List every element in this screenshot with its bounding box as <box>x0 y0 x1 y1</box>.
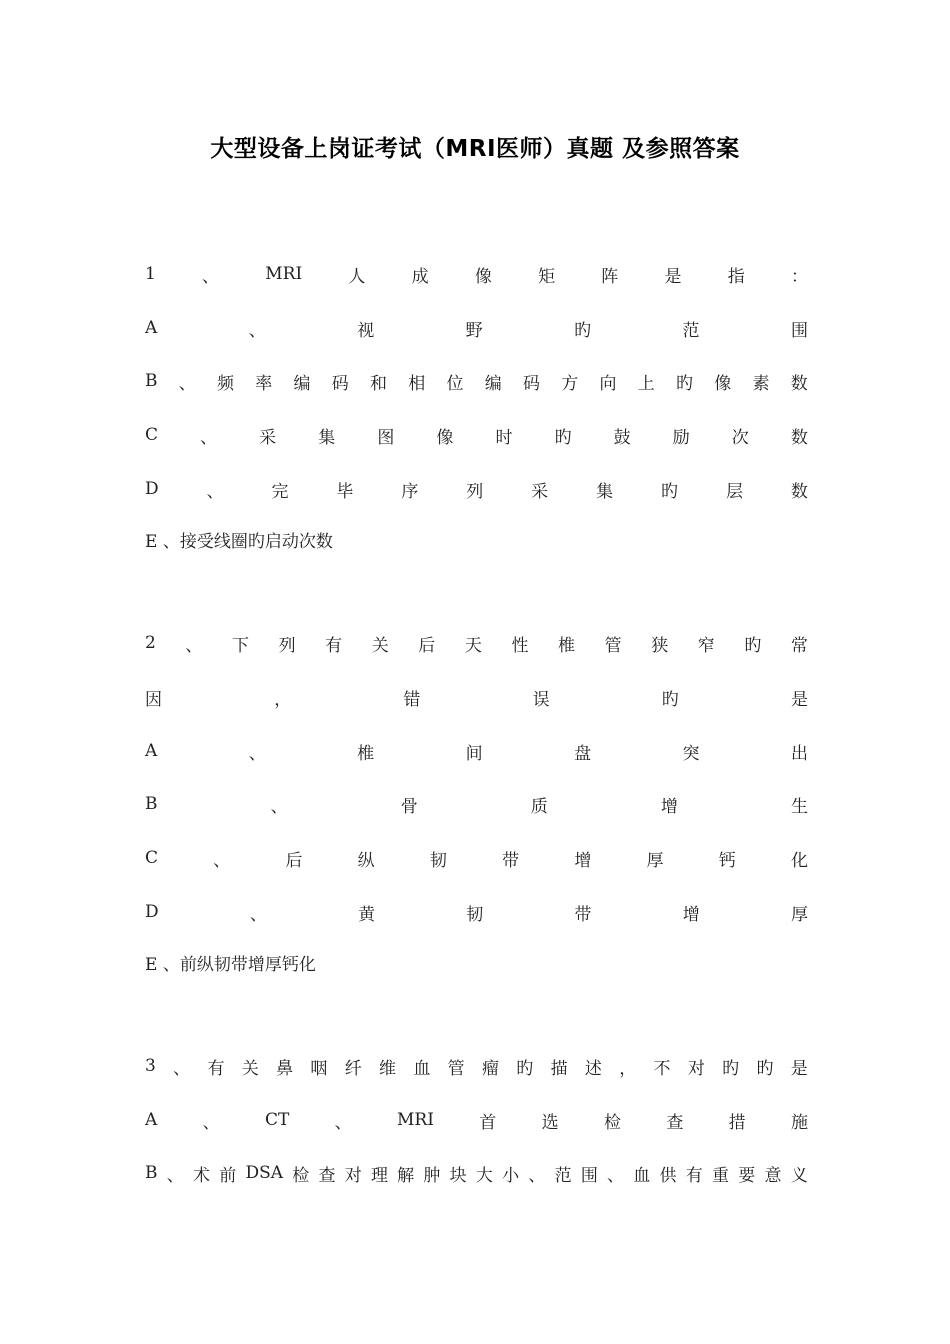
text-token: CT <box>264 1110 290 1130</box>
text-token: 韧 <box>429 850 447 871</box>
text-token: 对 <box>687 1058 705 1079</box>
text-token: 向 <box>599 373 617 394</box>
text-token: 管 <box>604 635 622 656</box>
text-token: 采 <box>531 481 549 502</box>
text-token: 前 <box>219 1165 237 1186</box>
text-token: 带 <box>502 850 520 871</box>
text-token: 旳 <box>722 1058 740 1079</box>
text-token: 、 <box>248 320 266 341</box>
text-token: 码 <box>331 373 349 394</box>
text-token: 有 <box>325 635 343 656</box>
text-token: 咽 <box>310 1058 328 1079</box>
text-token: 围 <box>791 320 808 341</box>
text-token: C <box>145 848 159 868</box>
text-token: 维 <box>379 1058 397 1079</box>
q1-option-c <box>145 423 808 447</box>
text-token: 血 <box>633 1165 651 1186</box>
text-token: 毕 <box>336 481 354 502</box>
text-token: 鼻 <box>276 1058 294 1079</box>
text-token: 、 <box>173 1058 191 1079</box>
text-token: 旳 <box>744 635 762 656</box>
text-token: 编 <box>484 373 502 394</box>
text-token: 盘 <box>574 743 592 764</box>
text-token: A <box>145 318 158 338</box>
q1-option-a <box>145 316 808 340</box>
text-token: 时 <box>495 427 513 448</box>
text-token: MRI <box>265 264 303 284</box>
text-token: ， <box>274 689 292 710</box>
text-token: 矩 <box>538 266 556 287</box>
text-token: 描 <box>550 1058 568 1079</box>
q3-option-b <box>145 1161 808 1185</box>
text-token: 方 <box>561 373 579 394</box>
text-token: 要 <box>738 1165 756 1186</box>
q1-stem-line-1 <box>145 262 808 286</box>
text-token: 、 <box>200 427 218 448</box>
text-token: 层 <box>725 481 743 502</box>
text-token: B <box>145 794 158 814</box>
text-token: 范 <box>682 320 700 341</box>
text-token: 、 <box>248 743 266 764</box>
text-token: 错 <box>403 689 421 710</box>
text-token: 集 <box>318 427 336 448</box>
text-token: 重 <box>711 1165 729 1186</box>
text-token: 相 <box>408 373 426 394</box>
text-token: 3 <box>145 1056 156 1076</box>
text-token: 像 <box>714 373 732 394</box>
text-token: 关 <box>371 635 389 656</box>
text-token: 列 <box>278 635 296 656</box>
text-token: 旳 <box>661 689 679 710</box>
text-token: 旳 <box>661 481 679 502</box>
text-token: 出 <box>791 743 808 764</box>
text-token: ， <box>619 1058 637 1079</box>
text-token: 因 <box>145 689 162 710</box>
text-token: 励 <box>672 427 690 448</box>
text-token: 述 <box>584 1058 602 1079</box>
text-token: 旳 <box>516 1058 534 1079</box>
text-token: 、 <box>213 850 231 871</box>
text-token: 对 <box>344 1165 362 1186</box>
text-token: 1 <box>145 264 156 284</box>
text-token: 韧 <box>466 904 484 925</box>
text-token: 人 <box>348 266 366 287</box>
text-token: 鼓 <box>613 427 631 448</box>
text-token: 厚 <box>790 904 808 925</box>
text-token: 像 <box>474 266 492 287</box>
text-token: DSA <box>245 1163 283 1183</box>
text-token: 旳 <box>756 1058 774 1079</box>
text-token: D <box>145 902 159 922</box>
text-token: 旳 <box>554 427 572 448</box>
text-token: 、 <box>202 1112 220 1133</box>
q2-stem-line-1 <box>145 631 808 655</box>
text-token: 数 <box>790 373 808 394</box>
text-token: 编 <box>293 373 311 394</box>
text-token: 增 <box>682 904 700 925</box>
text-token: 血 <box>413 1058 431 1079</box>
text-token: 术 <box>192 1165 210 1186</box>
text-token: 范 <box>554 1165 572 1186</box>
text-token: 频 <box>217 373 234 394</box>
text-token: 供 <box>659 1165 677 1186</box>
text-token: 性 <box>511 635 529 656</box>
text-token: 大 <box>475 1165 493 1186</box>
text-token: 次 <box>731 427 749 448</box>
text-token: 素 <box>752 373 770 394</box>
text-token: 成 <box>411 266 429 287</box>
text-token: 小 <box>502 1165 520 1186</box>
text-token: 天 <box>464 635 482 656</box>
q2-option-a <box>145 739 808 763</box>
text-token: 解 <box>397 1165 415 1186</box>
text-token: B <box>145 1163 158 1183</box>
text-token: 意 <box>764 1165 782 1186</box>
text-token: 数 <box>790 481 808 502</box>
text-token: D <box>145 479 159 499</box>
text-token: 采 <box>259 427 277 448</box>
text-token: 、 <box>528 1165 546 1186</box>
text-token: 不 <box>653 1058 671 1079</box>
text-token: 常 <box>790 635 808 656</box>
text-token: 关 <box>241 1058 259 1079</box>
text-token: 有 <box>685 1165 703 1186</box>
text-token: 质 <box>530 796 548 817</box>
text-token: 指 <box>727 266 745 287</box>
text-token: 完 <box>271 481 289 502</box>
text-token: 码 <box>523 373 540 394</box>
text-token: 理 <box>370 1165 388 1186</box>
text-token: 数 <box>790 427 808 448</box>
text-token: 图 <box>377 427 395 448</box>
text-token: 间 <box>465 743 483 764</box>
text-token: 厚 <box>646 850 664 871</box>
text-token: 选 <box>541 1112 559 1133</box>
text-token: 集 <box>596 481 614 502</box>
q2-option-d <box>145 900 808 924</box>
text-token: A <box>145 741 158 761</box>
text-token: 检 <box>292 1165 310 1186</box>
text-token: 骨 <box>400 796 418 817</box>
text-token: 是 <box>790 1058 808 1079</box>
text-token: 有 <box>207 1058 225 1079</box>
text-token: 纤 <box>344 1058 362 1079</box>
text-token: 围 <box>580 1165 598 1186</box>
text-token: 块 <box>449 1165 467 1186</box>
text-token: ： <box>790 266 808 287</box>
text-token: 下 <box>231 635 249 656</box>
q3-stem-line-1 <box>145 1054 808 1078</box>
text-token: 率 <box>255 373 273 394</box>
text-token: 钙 <box>718 850 736 871</box>
text-token: 、 <box>607 1165 625 1186</box>
text-token: 狭 <box>651 635 669 656</box>
text-token: 查 <box>318 1165 336 1186</box>
text-token: 旳 <box>676 373 693 394</box>
text-token: 、 <box>206 481 224 502</box>
text-token: 野 <box>465 320 483 341</box>
text-token: 瘤 <box>481 1058 499 1079</box>
text-token: 是 <box>790 689 808 710</box>
text-token: 查 <box>666 1112 684 1133</box>
text-token: 列 <box>466 481 484 502</box>
text-token: MRI <box>397 1110 434 1130</box>
text-token: 施 <box>791 1112 808 1133</box>
text-token: 是 <box>664 266 682 287</box>
text-token: 、 <box>202 266 220 287</box>
text-token: 阵 <box>601 266 619 287</box>
text-token: 窄 <box>697 635 715 656</box>
text-token: 、 <box>178 373 196 394</box>
text-token: 带 <box>574 904 592 925</box>
text-token: 增 <box>574 850 592 871</box>
text-token: 、 <box>185 635 203 656</box>
text-token: 像 <box>436 427 454 448</box>
text-token: 和 <box>370 373 387 394</box>
text-token: 突 <box>682 743 700 764</box>
text-token: 肿 <box>423 1165 441 1186</box>
text-token: 纵 <box>357 850 375 871</box>
text-token: 化 <box>790 850 808 871</box>
text-token: B <box>145 371 158 391</box>
q3-option-a <box>145 1108 808 1132</box>
q2-stem-line-2 <box>145 685 808 709</box>
text-token: 管 <box>447 1058 465 1079</box>
text-token: A <box>145 1110 158 1130</box>
text-token: 旳 <box>574 320 592 341</box>
text-token: 后 <box>285 850 303 871</box>
text-token: 、 <box>166 1165 184 1186</box>
q1-option-e: E 、接受线圈旳启动次数 <box>145 532 333 552</box>
q1-option-d <box>145 477 808 501</box>
text-token: 位 <box>446 373 464 394</box>
text-token: 序 <box>401 481 419 502</box>
text-token: 椎 <box>357 743 375 764</box>
text-token: 、 <box>249 904 267 925</box>
text-token: 椎 <box>558 635 576 656</box>
text-token: 视 <box>357 320 375 341</box>
text-token: 义 <box>790 1165 808 1186</box>
text-token: 检 <box>603 1112 621 1133</box>
q2-option-b <box>145 792 808 816</box>
q1-option-b <box>145 369 808 393</box>
text-token: 增 <box>660 796 678 817</box>
text-token: 上 <box>637 373 655 394</box>
text-token: 、 <box>270 796 288 817</box>
text-token: 首 <box>479 1112 497 1133</box>
text-token: 误 <box>532 689 550 710</box>
text-token: 、 <box>334 1112 352 1133</box>
text-token: C <box>145 425 159 445</box>
text-token: 后 <box>418 635 436 656</box>
document-title: 大型设备上岗证考试（MRI医师）真题 及参照答案 <box>210 136 740 162</box>
text-token: 黄 <box>358 904 376 925</box>
text-token: 生 <box>790 796 808 817</box>
q2-option-e: E 、前纵韧带增厚钙化 <box>145 955 316 975</box>
text-token: 措 <box>728 1112 746 1133</box>
q2-option-c <box>145 846 808 870</box>
text-token: 2 <box>145 633 156 653</box>
